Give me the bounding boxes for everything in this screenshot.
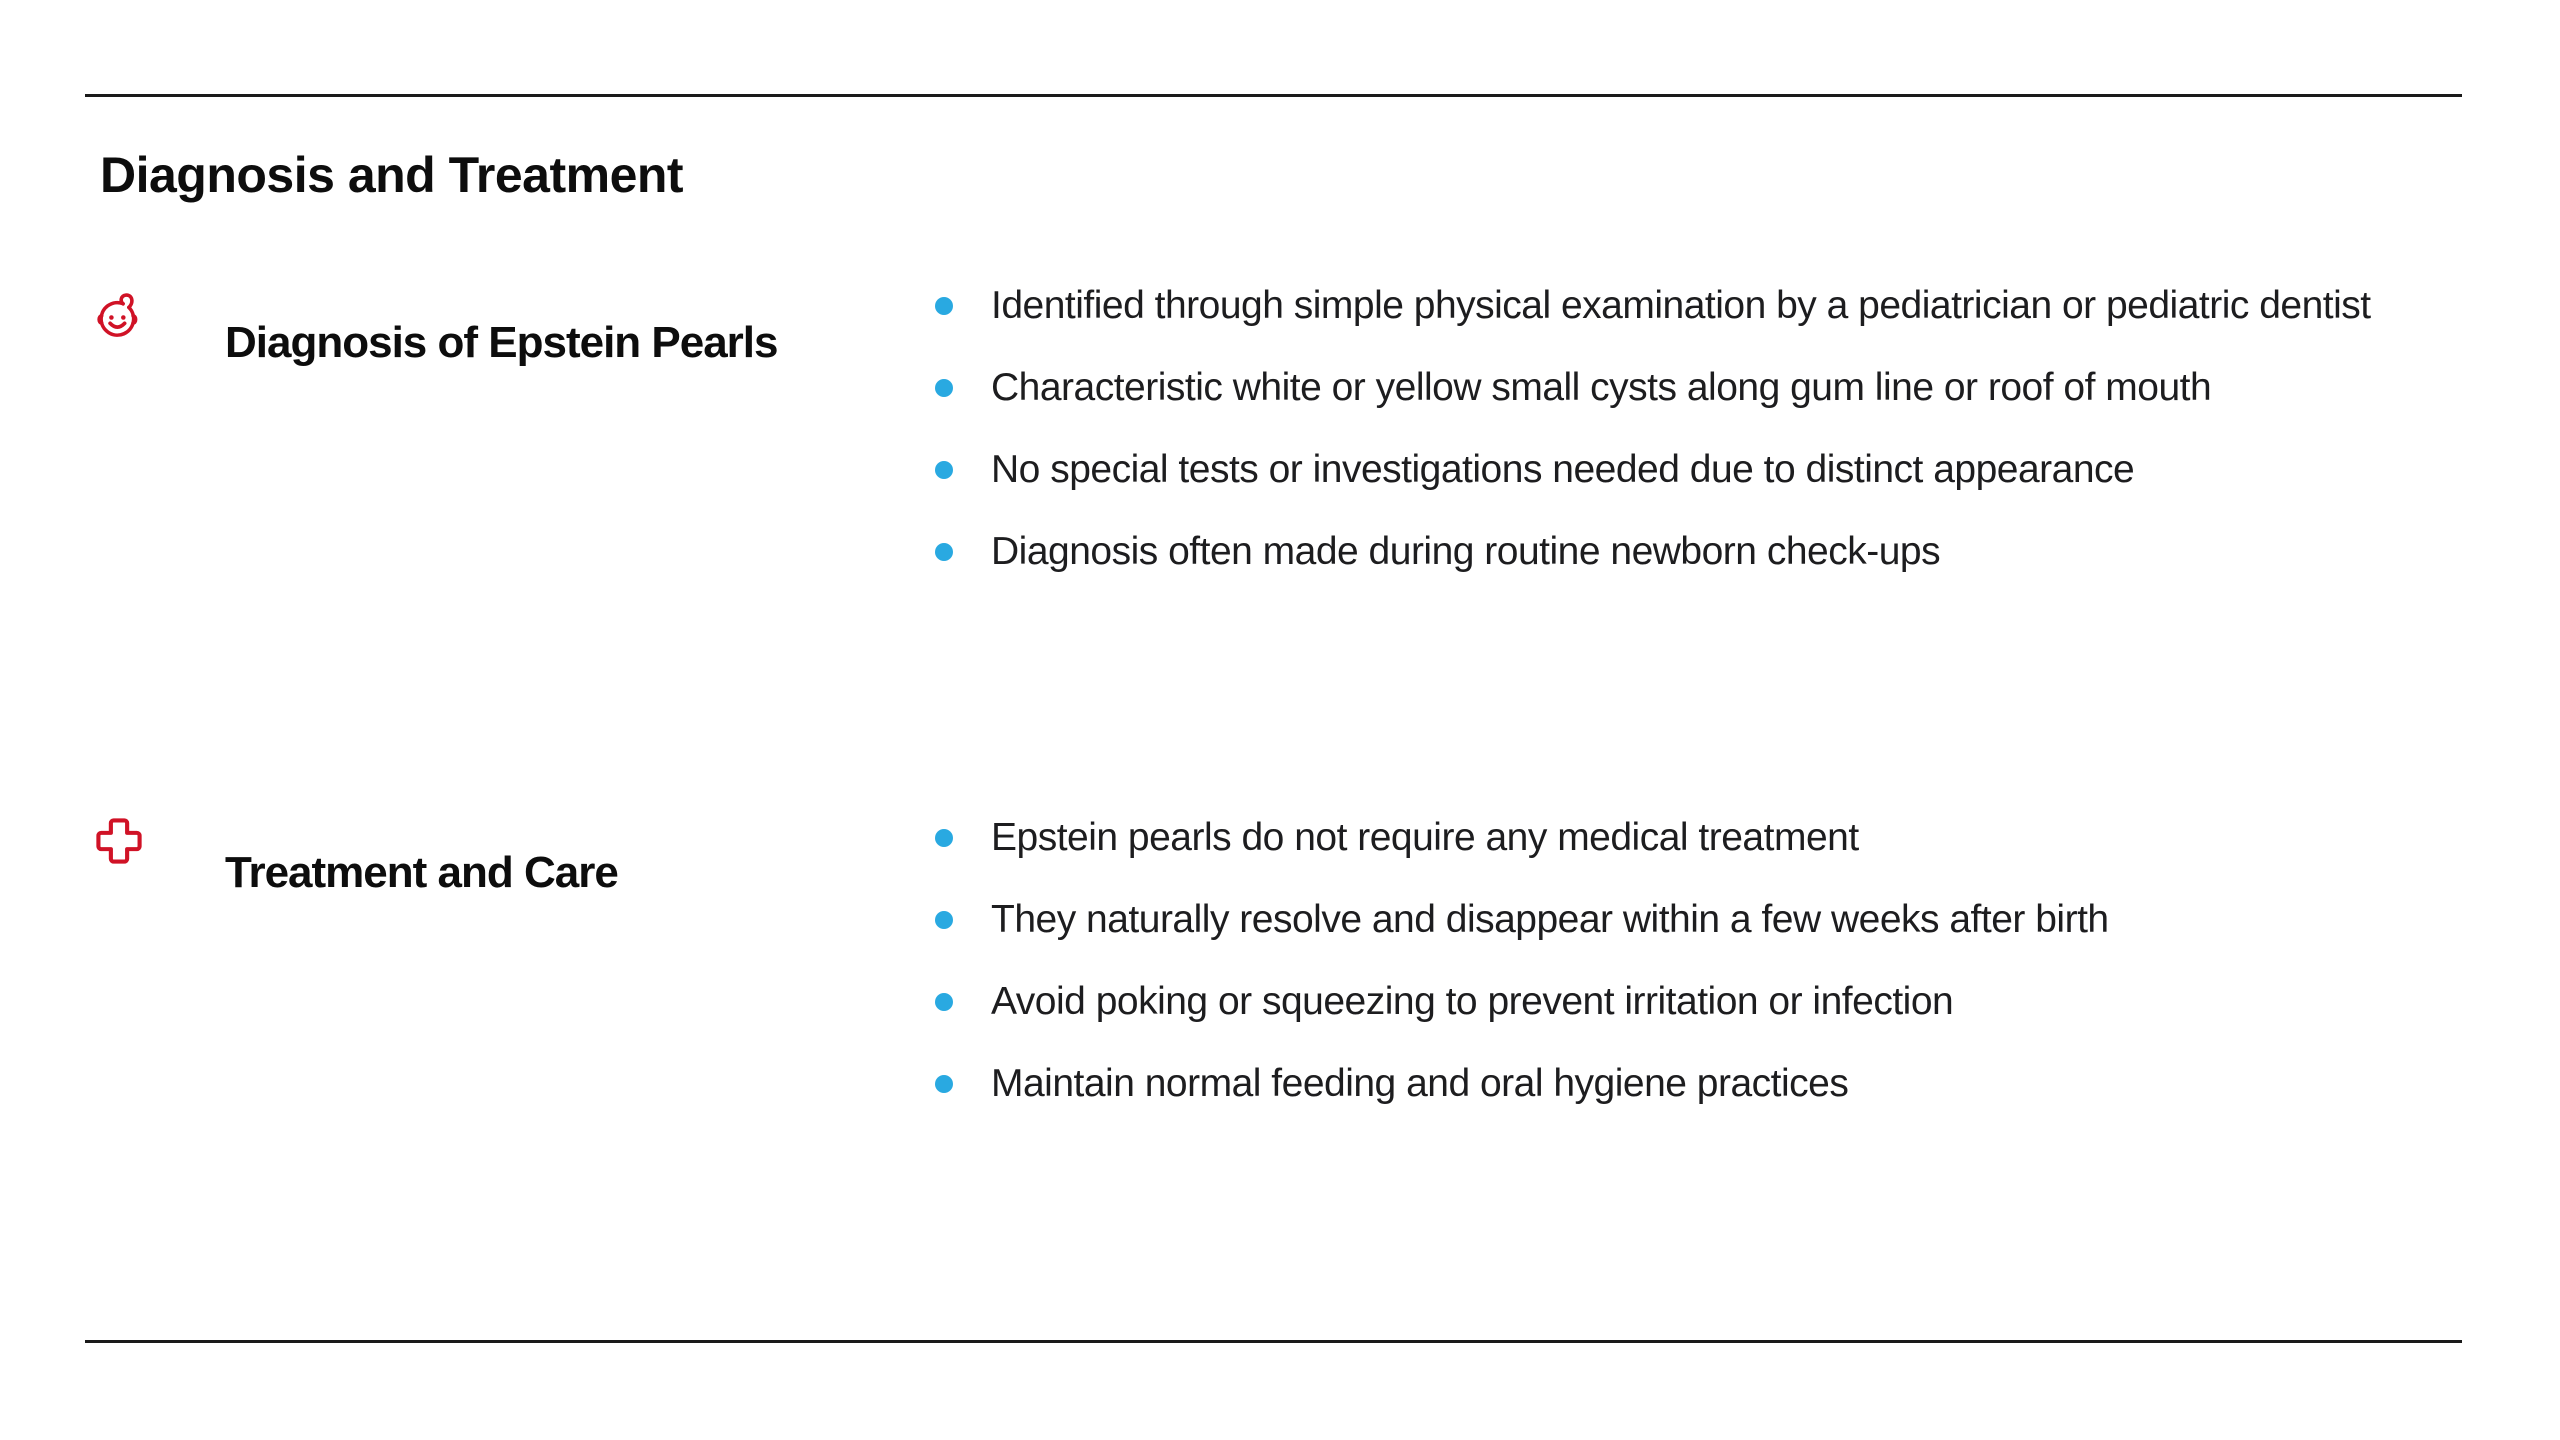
bullet-text: Maintain normal feeding and oral hygiene practices <box>991 1062 1849 1105</box>
bullet-dot-icon <box>935 543 953 561</box>
bullet-text: Characteristic white or yellow small cysts along gum line or roof of mouth <box>991 366 2212 409</box>
bullet-text: Epstein pearls do not require any medical treatment <box>991 816 1859 859</box>
bullet-dot-icon <box>935 461 953 479</box>
medical-cross-icon <box>93 814 145 868</box>
bullet-dot-icon <box>935 993 953 1011</box>
bottom-divider <box>85 1340 2462 1343</box>
bullet-text: They naturally resolve and disappear within a few weeks after birth <box>991 898 2109 941</box>
list-item <box>935 797 2109 879</box>
list-item <box>935 347 2371 429</box>
section-heading-diagnosis: Diagnosis of Epstein Pearls <box>225 317 778 367</box>
list-item <box>935 429 2371 511</box>
list-item <box>935 265 2371 347</box>
bullet-dot-icon <box>935 911 953 929</box>
bullet-dot-icon <box>935 1075 953 1093</box>
diagnosis-bullet-list <box>935 265 2371 593</box>
list-item <box>935 879 2109 961</box>
treatment-bullet-list <box>935 797 2109 1125</box>
baby-face-icon <box>93 287 145 341</box>
bullet-text: No special tests or investigations needed due to distinct appearance <box>991 448 2135 491</box>
page-title: Diagnosis and Treatment <box>100 146 684 203</box>
list-item <box>935 1043 2109 1125</box>
section-heading-treatment: Treatment and Care <box>225 847 618 897</box>
bullet-text: Diagnosis often made during routine newborn check-ups <box>991 530 1941 573</box>
list-item <box>935 961 2109 1043</box>
bullet-dot-icon <box>935 297 953 315</box>
list-item <box>935 511 2371 593</box>
bullet-text: Identified through simple physical examination by a pediatrician or pediatric dentist <box>991 284 2371 327</box>
bullet-text: Avoid poking or squeezing to prevent irritation or infection <box>991 980 1954 1023</box>
bullet-dot-icon <box>935 379 953 397</box>
top-divider <box>85 94 2462 97</box>
bullet-dot-icon <box>935 829 953 847</box>
